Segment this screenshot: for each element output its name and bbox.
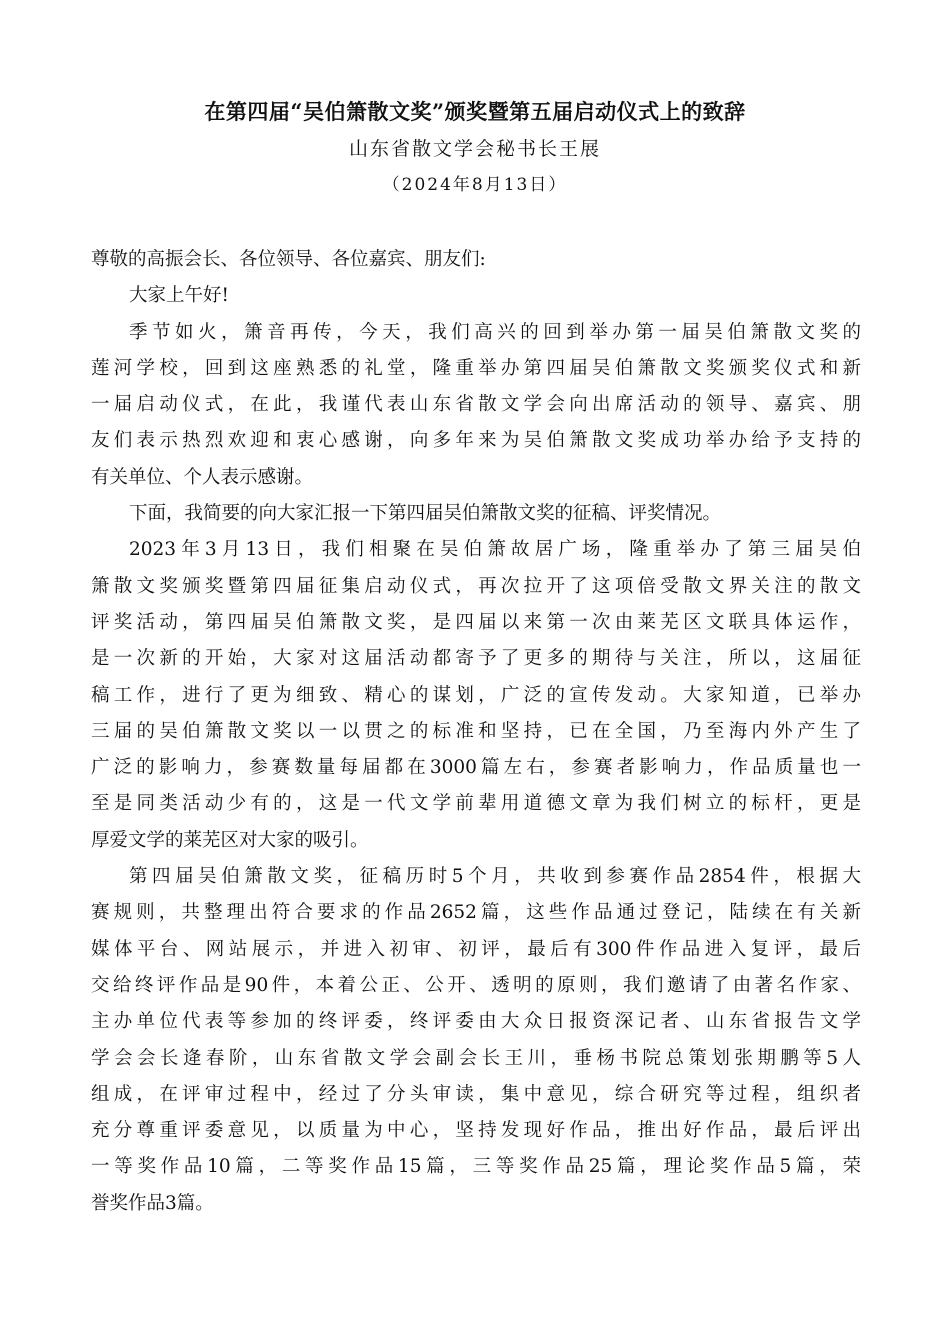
speech-body (91, 242, 861, 1222)
speech-date: （2024年8月13日） (382, 175, 568, 195)
paragraph-line: 厚爱文学的莱芜区对大家的吸引。 (91, 829, 369, 851)
paragraph-line: 友们表示热烈欢迎和衷心感谢，向多年来为吴伯箫散文奖成功举办给予支持的 (91, 430, 861, 452)
paragraph-line: 是一次新的开始，大家对这届活动都寄予了更多的期待与关注，所以，这届征 (91, 648, 861, 670)
paragraph-line: 主办单位代表等参加的终评委，终评委由大众日报资深记者、山东省报告文学 (91, 1011, 861, 1033)
paragraph-line: 媒体平台、网站展示，并进入初审、初评，最后有300件作品进入复评，最后 (91, 938, 861, 960)
paragraph (91, 532, 861, 859)
paragraph-line: 莲河学校，回到这座熟悉的礼堂，隆重举办第四届吴伯箫散文奖颁奖仪式和新 (91, 357, 861, 379)
paragraph-line: 箫散文奖颁奖暨第四届征集启动仪式，再次拉开了这项倍受散文界关注的散文 (91, 575, 861, 597)
paragraph-line: 第四届吴伯箫散文奖，征稿历时5个月，共收到参赛作品2854件，根据大 (129, 866, 861, 888)
paragraph-line: 2023年3月13日，我们相聚在吴伯箫故居广场，隆重举办了第三届吴伯 (129, 539, 861, 561)
paragraph-line: 一等奖作品10篇，二等奖作品15篇，三等奖作品25篇，理论奖作品5篇，荣 (91, 1156, 861, 1178)
paragraph-line: 评奖活动，第四届吴伯箫散文奖，是四届以来第一次由莱芜区文联具体运作， (91, 611, 861, 633)
paragraph-list (91, 315, 861, 1222)
paragraph (91, 496, 861, 532)
paragraph-line: 学会会长逄春阶，山东省散文学会副会长王川，垂杨书院总策划张期鹏等5人 (91, 1047, 861, 1069)
paragraph-line: 三届的吴伯箫散文奖以一以贯之的标准和坚持，已在全国，乃至海内外产生了 (91, 720, 861, 742)
paragraph-line: 广泛的影响力，参赛数量每届都在3000篇左右，参赛者影响力，作品质量也一 (91, 757, 861, 779)
paragraph-line: 组成，在评审过程中，经过了分头审读，集中意见，综合研究等过程，组织者 (91, 1083, 861, 1105)
paragraph-line: 下面，我简要的向大家汇报一下第四届吴伯箫散文奖的征稿、评奖情况。 (129, 503, 722, 525)
paragraph (91, 859, 861, 1222)
salutation: 尊敬的高振会长、各位领导、各位嘉宾、朋友们: (91, 249, 486, 270)
greeting: 大家上午好! (129, 285, 229, 307)
paragraph-line: 交给终评作品是90件，本着公正、公开、透明的原则，我们邀请了由著名作家、 (91, 974, 861, 996)
speech-title: 在第四届“吴伯箫散文奖”颁奖暨第五届启动仪式上的致辞 (204, 99, 746, 124)
paragraph (91, 315, 861, 496)
paragraph-line: 充分尊重评委意见，以质量为中心，坚持发现好作品，推出好作品，最后评出 (91, 1120, 861, 1142)
paragraph-line: 誉奖作品3篇。 (91, 1192, 214, 1214)
paragraph-line: 赛规则，共整理出符合要求的作品2652篇，这些作品通过登记，陆续在有关新 (91, 902, 861, 924)
speaker-byline: 山东省散文学会秘书长王展 (348, 138, 601, 160)
paragraph-line: 一届启动仪式，在此，我谨代表山东省散文学会向出席活动的领导、嘉宾、朋 (91, 394, 861, 416)
paragraph-line: 有关单位、个人表示感谢。 (91, 466, 314, 488)
paragraph-line: 季节如火，箫音再传，今天，我们高兴的回到举办第一届吴伯箫散文奖的 (129, 321, 861, 343)
paragraph-line: 至是同类活动少有的，这是一代文学前辈用道德文章为我们树立的标杆，更是 (91, 793, 861, 815)
paragraph-line: 稿工作，进行了更为细致、精心的谋划，广泛的宣传发动。大家知道，已举办 (91, 684, 861, 706)
